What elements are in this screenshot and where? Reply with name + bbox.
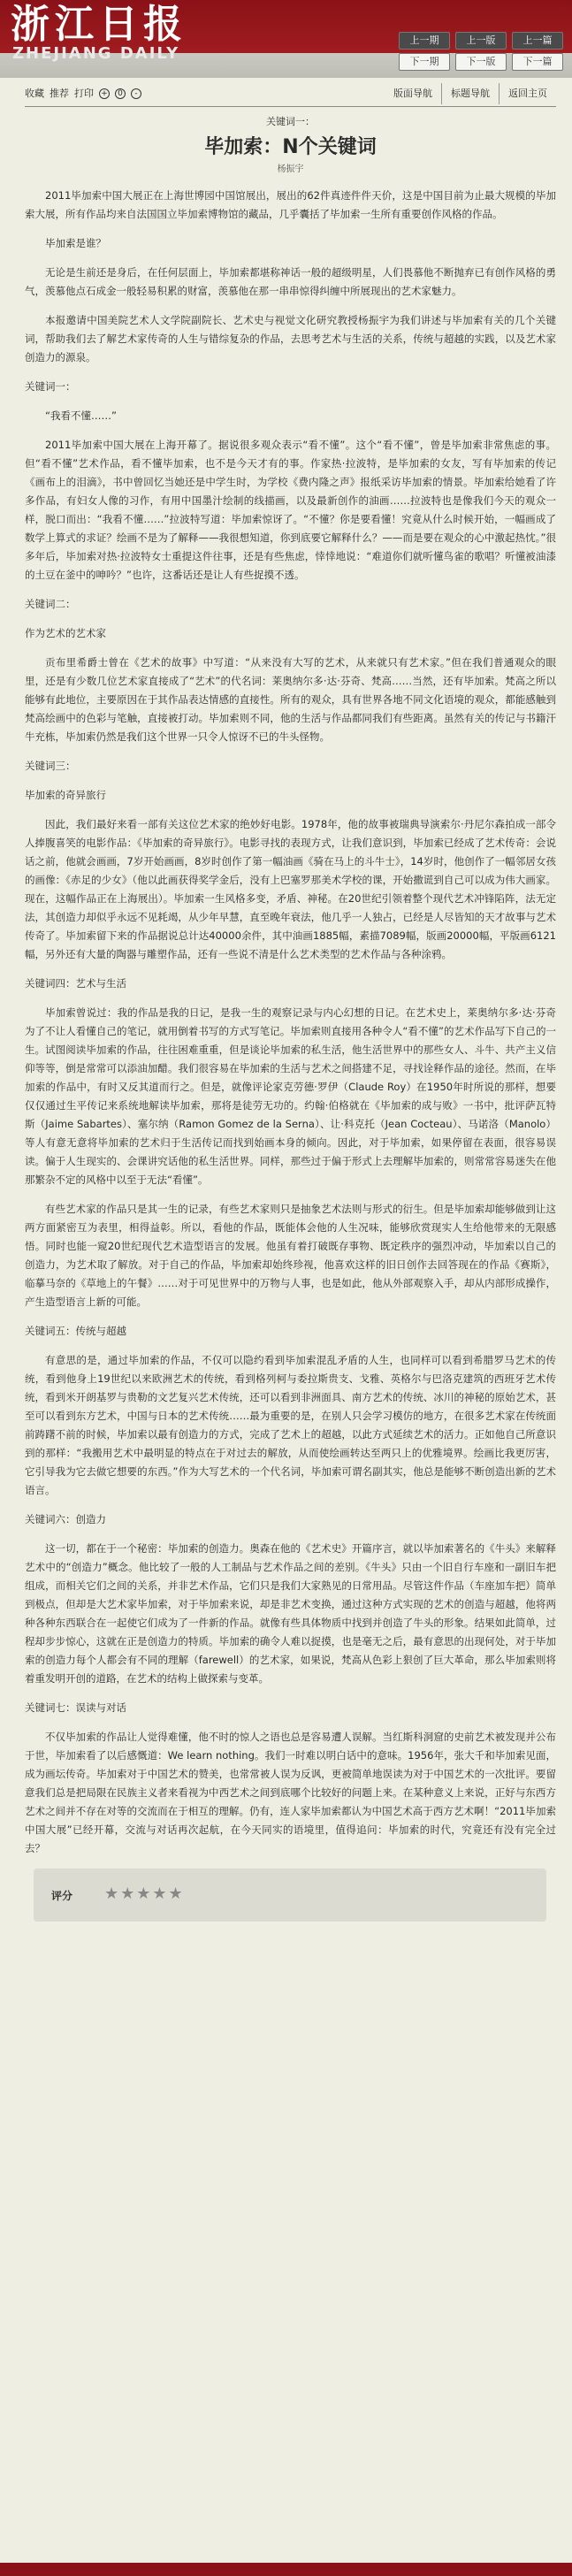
section-heading: 关键词三： (25, 760, 76, 772)
article-toolbar (25, 83, 556, 104)
article-title: 毕加索：N个关键词 (204, 136, 377, 158)
issue-pager (399, 32, 563, 71)
next-article-button[interactable]: 下一篇 (512, 53, 563, 71)
article-paragraph: 2011毕加索中国大展正在上海世博园中国馆展出，展出的62件真迹件件天价，这是中国目前为止最大规模的毕加索大展，所有作品均来自法国国立毕加索博物馆的藏品，几乎囊括了毕加索一生所有重要创作风格的作品。 (25, 189, 556, 220)
rating-stars[interactable]: ★★★★★ (104, 1884, 185, 1903)
article-paragraph: 无论是生前还是身后，在任何层面上，毕加索都堪称神话一般的超级明星，人们畏慕他不断抛弃已有创作风格的勇气，羡慕他点石成金一般轻易积累的财富，羡慕他在那一串串惊得纠缠中所展现出的艺术家魅力。 (25, 266, 556, 297)
article-author: 杨振宇 (277, 164, 304, 174)
article-paragraph: 有些艺术家的作品只是其一生的记录，有些艺术家则只是抽象艺术法则与形式的衍生。但是毕加索却能够做到让这两方面紧密互为表里，相得益彰。所以，看他的作品，既能体会他的人生况味，能够欣赏现实人生给他带来的无限感悟。同时也能一窥20世纪现代艺术造型语言的发展。他虽有着打破既存事物、既定秩序的强烈冲动，毕加索以自己的创造力，为艺术取了解放。对于自己的作品，毕加索却始终珍视，他喜欢这样的旧日创作去回答现在的作品《赛斯》，临摹马奈的《草地上的午餐》……对于可见世界中的万物与人事，也是如此，他从外部观察入手，却从内部形成操作，产生造型语言上新的可能。 (25, 1203, 556, 1308)
article-paragraph: 贡布里希爵士曾在《艺术的故事》中写道：“从来没有大写的艺术，从来就只有艺术家。”但在我们普通观众的眼里，还是有少数几位艺术家直接成了“艺术”的代名词：莱奥纳尔多·达·芬奇、梵高……当然，还有毕加索。梵高之所以能够有此地位，主要原因在于其作品表达情感的直接性。所有的观众，具有世界各地不同文化语境的观众，都能感触到梵高绘画中的色彩与笔触，直接被打动。毕加索则不同，他的生活与作品都同我们有些距离。虽然有关的传记与书籍汗牛充栋，毕加索仍然是我们这个世界一只令人惊讶不已的牛头怪物。 (25, 656, 556, 743)
article-paragraph: 毕加索是谁？ (45, 237, 106, 249)
article-body (25, 187, 556, 1858)
newspaper-logo-subtitle: ZHEJIANG DAILY (12, 44, 180, 63)
title-nav-link[interactable]: 标题导航 (441, 83, 499, 104)
page-nav-link[interactable]: 版面导航 (393, 88, 432, 99)
section-heading: 作为艺术的艺术家 (25, 627, 106, 639)
zoom-reset-icon[interactable]: 0 (115, 88, 126, 99)
section-heading: 关键词四：艺术与生活 (25, 977, 126, 990)
article-paragraph: 不仅毕加索的作品让人觉得难懂，他不时的惊人之语也总是容易遭人误解。当红斯科洞窟的史前艺术被发现并公布于世，毕加索看了以后感慨道：We learn nothing。我们一时难以明白话中的意味。1956年，张大千和毕加索见面，成为画坛传奇。毕加索对于中国艺术的赞美，也常常被人误为反讽，更被简单地误读为对于中国艺术的一次批评。要留意我们总是把局限在民族主义者来看视为中西艺术之间到底哪个比较好的问题上来。在某种意义上来说，正好与东西方艺术之间并不存在对等的交流而在于相互的理解。仍有，连人家毕加索都认为中国艺术高于西方艺术啊！“2011毕加索中国大展”已经开幕，交流与对话再次起航，在今天同实的语境里，值得追问：毕加索的时代，究竟还有没有完全过去？ (25, 1731, 556, 1854)
print-link[interactable]: 打印 (74, 88, 94, 99)
article (25, 114, 556, 1922)
zoom-out-icon[interactable]: - (131, 88, 141, 99)
article-kicker: 关键词一： (266, 116, 315, 127)
recommend-link[interactable]: 推荐 (50, 88, 69, 99)
back-home-link[interactable]: 返回主页 (499, 83, 556, 104)
section-heading: 关键词五：传统与超越 (25, 1325, 126, 1337)
article-paragraph: 毕加索曾说过：我的作品是我的日记，是我一生的观察记录与内心幻想的日记。在艺术史上，莱奥纳尔多·达·芬奇为了不让人看懂自己的笔记，就用倒着书写的方式写笔记。毕加索则直接用各种令人“看不懂”的艺术作品写下自己的一生。试图阅读毕加索的作品，往往困难重重，但是谈论毕加索的私生活，他生活世界中的那些女人、斗牛、共产主义信仰等等，倒是常常可以添油加醋。我们很容易在毕加索的生活与艺术之间搭建不足，寻找诠释作品的途径。然而，在毕加索的作品中，有时又反其道而行之。但是，就像评论家克劳德·罗伊（Claude Roy）在1950年时所说的那样，想要仅仅通过生平传记来系统地解读毕加索，那将是徒劳无功的。约翰·伯格就在《毕加索的成与败》一书中，批评萨瓦特斯（Jaime Sabartes）、塞尔纳（Ramon Gomez de la Serna）、让·科克托（Jean Cocteau）、马诺洛（Manolo）等人有意无意将毕加索的艺术归于生活传记而找到始画本身的倾向。因此，对于毕加索，如果停留在表面，很容易误读。偏于人生现实的、会课讲究话他的私生活世界。同样，那些过于偏于形式上去理解毕加索的，则常常容易迷失在他那繁杂不定的风格中以至于无法“看懂”。 (25, 1006, 556, 1186)
section-heading: 关键词二： (25, 598, 76, 610)
rating-label: 评分 (51, 1890, 73, 1902)
section-heading: 关键词一： (25, 380, 76, 393)
masthead (0, 0, 572, 78)
next-page-button[interactable]: 下一版 (455, 53, 507, 71)
article-paragraph: “我看不懂……” (45, 409, 117, 422)
article-paragraph: 2011毕加索中国大展在上海开幕了。据说很多观众表示“看不懂”。这个“看不懂”，曾是毕加索非常焦虑的事。但“看不懂”艺术作品，看不懂毕加索，也不是今天才有的事。作家热·拉波特，是毕加索的女友，写有毕加索的传记《画布上的泪滴》，书中曾回忆当她还是中学生时，为学校《费内隆之声》报纸采访毕加索的情景。毕加索给她看了许多作品，有妇女人像的习作，有用中国墨汁绘制的线描画，以及最新创作的油画……拉波特也是像我们今天的观众一样，脱口而出：“我看不懂……”拉波特写道：毕加索惊讶了。“不懂？你是要看懂！究竟从什么时候开始，一幅画成了数学上算式的求证？绘画不是为了解释——我很想知道，你到底要它解释什么？——而是要在观众的心中激起热忱。”很多年后，毕加索对热·拉波特女士重提这件往事，还是有些焦虑，悻悻地说：“难道你们就听懂鸟雀的歌唱？听懂被油漆的土豆在釜中的呻吟？”也许，这番话还是让人有些捉摸不透。 (25, 439, 556, 581)
section-heading: 毕加索的奇异旅行 (25, 789, 106, 801)
newspaper-logo[interactable]: 浙江日报 (11, 2, 187, 47)
prev-page-button[interactable]: 上一版 (455, 32, 507, 50)
footer-bar (0, 2563, 572, 2576)
zoom-in-icon[interactable]: + (99, 88, 110, 99)
prev-article-button[interactable]: 上一篇 (512, 32, 563, 50)
article-paragraph: 本报邀请中国美院艺术人文学院副院长、艺术史与视觉文化研究教授杨振宇为我们讲述与毕加索有关的几个关键词，帮助我们去了解艺术家传奇的人生与错综复杂的作品，去思考艺术与生活的关系，传统与超越的实践，以及艺术家创造力的源泉。 (25, 314, 556, 363)
article-paragraph: 有意思的是，通过毕加索的作品，不仅可以隐约看到毕加索混乱矛盾的人生，也同样可以看到希腊罗马艺术的传统，看到他身上19世纪以来欧洲艺术的传统，看到格列柯与委拉斯贵支、戈雅、英格尔与巴洛克建筑的西班牙艺术传统，看到米开朗基罗与贵勒的文艺复兴艺术传统，还可以看到非洲面具、南方艺术的传统、冰川的神秘的原始艺术，甚至可以看到东方艺术，中国与日本的艺术传统……最为重要的是，在别人只会学习模仿的地方，在很多艺术家在传统面前踌躇不前的时候，毕加索以最有创造力的方式，完成了艺术上的超越，以此方式延续艺术的活力。正如他自己所意识到的那样：“我搬用艺术中最明显的特点在于对过去的解放，从而使绘画转达至两只上的优雅境界。绘画比我更厉害，它引导我为它去做它想要的东西。”作为大写艺术的一个代名词，毕加索可谓名副其实，他总是能够不断创造出新的艺术语言。 (25, 1354, 556, 1496)
next-issue-button[interactable]: 下一期 (399, 53, 450, 71)
favorite-link[interactable]: 收藏 (25, 88, 44, 99)
section-heading: 关键词七：误读与对话 (25, 1701, 126, 1714)
toolbar-divider (25, 106, 556, 107)
article-paragraph: 这一切，都在于一个秘密：毕加索的创造力。奥森在他的《艺术史》开篇序言，就以毕加索著名的《牛头》来解释艺术中的“创造力”概念。他比较了一般的人工制品与艺术作品之间的差别。《牛头》只由一个旧自行车座和一副旧车把组成，而相关它们之间的关系，并非艺术作品，它们只是我们大家熟见的日常用品。尽管这件作品（车座加车把）简单到极点，但却是大艺术家毕加索，对于毕加索来说，却是非艺术变换，通过这种方式实现的艺术的创造与超越，他将两种各种东西联合在一起使它们成为了一件新的作品。就像有些具体物质中找到并创造了牛头的形象。结果如此简单，过程却步步惊心，这就在正是创造力的特质。毕加索的确令人难以捉摸，也是毫无之后，最有意思的出现何处，对于毕加索的创造力每个人都会有不同的理解（farewell）的艺术家，如果说，梵高从色彩上狠创了巨大革命，那么毕加索则将着重发明开创的道路，在艺术的结构上做探索与变革。 (25, 1542, 556, 1685)
rating-panel (34, 1869, 546, 1922)
article-paragraph: 因此，我们最好来看一部有关这位艺术家的绝妙好电影。1978年，他的故事被瑞典导演索尔·丹尼尔森拍成一部令人捧腹喜笑的电影作品：《毕加索的奇异旅行》。电影寻找的表现方式，让我们意识到，毕加索已经成了艺术传奇：会说话之前，他就会画画，7岁开始画画，8岁时创作了第一幅油画《骑在马上的斗牛士》，14岁时，他创作了一幅邻居女孩的画像：《赤足的少女》（他以此画获得奖学金后，没有上巴塞罗那美术学校的课，开始撒谎到自己可以成为伟大画家。现在，这幅作品正在上海展出）。毕加索一生风格多变，矛盾、神秘。在20世纪引领着整个现代艺术冲锋陷阵，法无定法，其创造力却似乎永远不见耗竭，从少年早慧，直至晚年衰法，他几乎一人独占，已经是人尽皆知的天才故事与艺术传奇了。毕加索留下来的作品据说总计达40000余件，其中油画1885幅，素描7089幅，版画20000幅，平版画6121幅，另外还有大量的陶器与雕塑作品，还有一些说不清是什么艺术类型的艺术作品与各种涂鸦。 (25, 818, 556, 960)
prev-issue-button[interactable]: 上一期 (399, 32, 450, 50)
section-heading: 关键词六：创造力 (25, 1513, 106, 1525)
